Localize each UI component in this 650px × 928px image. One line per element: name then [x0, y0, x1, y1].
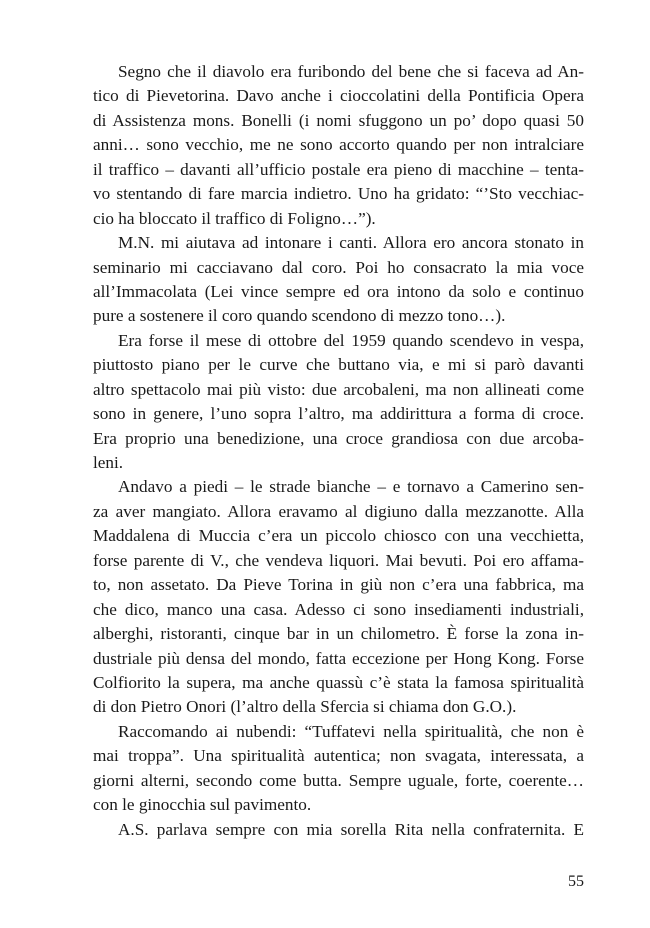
text-line: Andavo a piedi – le strade bianche – e tornavo a Camerino sen-: [118, 477, 584, 497]
text-line: tico di Pievetorina. Davo anche i cioccolatini della Pontificia Opera: [93, 86, 584, 106]
text-line: che dico, manco una casa. Adesso ci sono insediamenti industriali,: [93, 599, 584, 619]
text-line: sono in genere, l’uno sopra l’altro, ma addirittura a forma di croce.: [93, 404, 584, 424]
text-line: con le ginocchia sul pavimento.: [93, 795, 312, 815]
text-line: piuttosto piano per le curve che buttano via, e mi si parò davanti: [93, 355, 584, 375]
text-line: il traffico – davanti all’ufficio postale era pieno di macchine – tenta-: [93, 159, 584, 179]
text-line: anni… sono vecchio, me ne sono accorto quando per non intralciare: [93, 135, 584, 155]
text-line: dustriale più densa del mondo, fatta eccezione per Hong Kong. Forse: [93, 648, 584, 668]
text-line: di don Pietro Onori (l’altro della Sfercia si chiama don G.O.).: [93, 697, 517, 717]
paragraph: [93, 720, 584, 818]
text-line: Maddalena di Muccia c’era un piccolo chiosco con una vecchietta,: [93, 526, 584, 546]
body-text: [93, 60, 584, 842]
text-line: alberghi, ristoranti, cinque bar in un chilometro. È forse la zona in-: [93, 624, 584, 644]
text-line: seminario mi cacciavano dal coro. Poi ho consacrato la mia voce: [93, 257, 584, 277]
text-line: to, non assetato. Da Pieve Torina in giù non c’era una fabbrica, ma: [93, 575, 584, 595]
text-line: cio ha bloccato il traffico di Foligno…”).: [93, 208, 376, 228]
text-line: forse parente di V., che vendeva liquori. Mai bevuti. Poi ero affama-: [93, 550, 584, 570]
text-line: Segno che il diavolo era furibondo del bene che si faceva ad An-: [118, 62, 584, 81]
text-line: za aver mangiato. Allora eravamo al digiuno dalla mezzanotte. Alla: [93, 501, 584, 521]
text-line: leni.: [93, 453, 124, 472]
text-line: pure a sostenere il coro quando scendono di mezzo tono…).: [93, 306, 506, 326]
text-line: mai troppa”. Una spiritualità autentica; non svagata, interessata, a: [93, 746, 584, 766]
text-line: di Assistenza mons. Bonelli (i nomi sfuggono un po’ dopo quasi 50: [93, 110, 584, 130]
paragraph: [93, 475, 584, 719]
text-line: Raccomando ai nubendi: “Tuffatevi nella spiritualità, che non è: [118, 721, 584, 741]
text-line: Era proprio una benedizione, una croce grandiosa con due arcoba-: [93, 428, 584, 448]
text-line: all’Immacolata (Lei vince sempre ed ora intono da solo e continuo: [93, 281, 584, 301]
text-line: M.N. mi aiutava ad intonare i canti. Allora ero ancora stonato in: [118, 233, 584, 253]
text-line: altro spettacolo mai più visto: due arcobaleni, ma non allineati come: [93, 379, 584, 399]
page-number: 55: [568, 873, 584, 890]
text-line: A.S. parlava sempre con mia sorella Rita nella confraternita. E: [118, 819, 584, 839]
text-line: Era forse il mese di ottobre del 1959 quando scendevo in vespa,: [118, 330, 584, 350]
paragraph: [93, 329, 584, 476]
paragraph: [93, 60, 584, 231]
text-line: Colfiorito la supera, ma anche quassù c’è stata la famosa spiritualità: [93, 672, 584, 692]
paragraph: [93, 231, 584, 329]
text-line: vo stentando di fare marcia indietro. Uno ha gridato: “’Sto vecchiac-: [93, 184, 584, 204]
text-line: giorni alterni, secondo come butta. Sempre uguale, forte, coerente…: [93, 770, 584, 790]
paragraph: [93, 818, 584, 842]
